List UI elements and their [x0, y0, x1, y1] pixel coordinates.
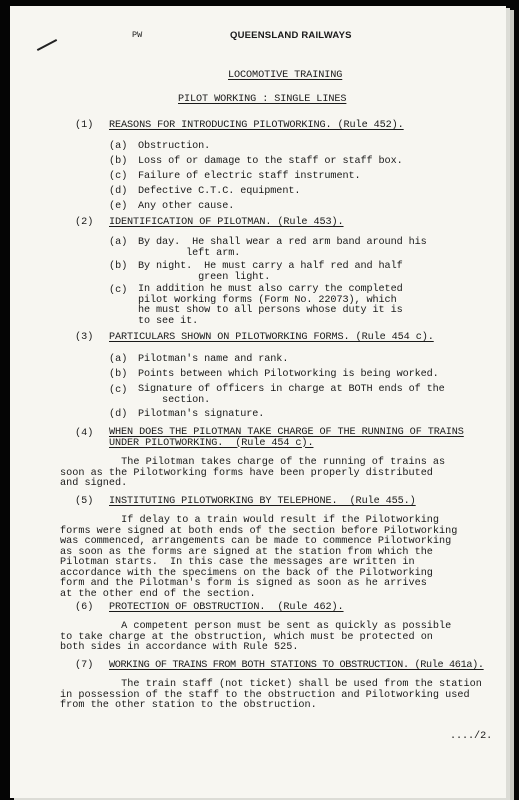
- document-page: [10, 6, 506, 798]
- item-label: (e): [109, 201, 128, 212]
- section-number: (6): [75, 602, 94, 613]
- item-label: (c): [109, 285, 128, 296]
- item-label: (a): [109, 237, 128, 248]
- item-label: (b): [109, 369, 128, 380]
- item-text: Any other cause.: [138, 201, 235, 212]
- item-label: (c): [109, 171, 128, 182]
- item-label: (b): [109, 156, 128, 167]
- section-number: (7): [75, 660, 94, 671]
- header-code: PW: [132, 30, 143, 40]
- section-body: The Pilotman takes charge of the running of trains as soon as the Pilotworking forms have been properly distributed and signed.: [60, 457, 446, 489]
- item-text: Signature of officers in charge at BOTH ends of the section.: [138, 384, 445, 406]
- section-number: (4): [75, 428, 94, 439]
- section-heading: INSTITUTING PILOTWORKING BY TELEPHONE. (Rule 455.): [109, 496, 416, 507]
- pen-mark: [37, 39, 57, 51]
- item-label: (a): [109, 141, 128, 152]
- section-number: (3): [75, 332, 94, 343]
- item-text: Obstruction.: [138, 141, 211, 152]
- section-heading: IDENTIFICATION OF PILOTMAN. (Rule 453).: [109, 217, 344, 228]
- section-body: The train staff (not ticket) shall be used from the station in possession of the staff to the obstruction and Pilotworking used from the other station to the obstruction.: [60, 679, 482, 711]
- item-text: By day. He shall wear a red arm band around his left arm.: [138, 237, 427, 259]
- item-label: (b): [109, 261, 128, 272]
- section-heading: REASONS FOR INTRODUCING PILOTWORKING. (Rule 452).: [109, 120, 404, 131]
- document-subtitle: PILOT WORKING : SINGLE LINES: [178, 94, 347, 105]
- section-body: A competent person must be sent as quickly as possible to take charge at the obstruction, which must be protected on both sides in accordance with Rule 525.: [60, 621, 452, 653]
- item-label: (a): [109, 354, 128, 365]
- item-label: (d): [109, 409, 128, 420]
- section-number: (2): [75, 217, 94, 228]
- section-heading: PROTECTION OF OBSTRUCTION. (Rule 462).: [109, 602, 344, 613]
- item-label: (d): [109, 186, 128, 197]
- item-text: In addition he must also carry the completed pilot working forms (Form No. 22073), which he must show to all persons whose duty it is to see it.: [138, 284, 403, 327]
- item-text: Pilotman's name and rank.: [138, 354, 289, 365]
- item-text: Defective C.T.C. equipment.: [138, 186, 301, 197]
- header-organisation: QUEENSLAND RAILWAYS: [230, 30, 352, 41]
- page-continuation: ..../2.: [450, 731, 493, 742]
- item-text: Pilotman's signature.: [138, 409, 265, 420]
- item-text: Failure of electric staff instrument.: [138, 171, 361, 182]
- item-label: (c): [109, 385, 128, 396]
- document-title: LOCOMOTIVE TRAINING: [228, 70, 343, 81]
- section-body: If delay to a train would result if the Pilotworking forms were signed at both ends of the section before Pilotworking was commenced, arrangements can be made to commence Pilotworking as soon as the forms are signed at the station from which the Pilotman starts. In this case the messages are written in accordance with the specimens on the back of the Pilotworking form and the Pilotman's form is signed as soon as he arrives at the other end of the section.: [60, 515, 458, 600]
- section-number: (5): [75, 496, 94, 507]
- section-heading: WORKING OF TRAINS FROM BOTH STATIONS TO OBSTRUCTION. (Rule 461a).: [109, 660, 484, 671]
- section-heading: WHEN DOES THE PILOTMAN TAKE CHARGE OF THE RUNNING OF TRAINS UNDER PILOTWORKING. (Rule 454 c).: [109, 427, 464, 449]
- item-text: Loss of or damage to the staff or staff box.: [138, 156, 403, 167]
- section-heading: PARTICULARS SHOWN ON PILOTWORKING FORMS. (Rule 454 c).: [109, 332, 434, 343]
- section-number: (1): [75, 120, 94, 131]
- item-text: By night. He must carry a half red and half green light.: [138, 261, 403, 283]
- item-text: Points between which Pilotworking is being worked.: [138, 369, 439, 380]
